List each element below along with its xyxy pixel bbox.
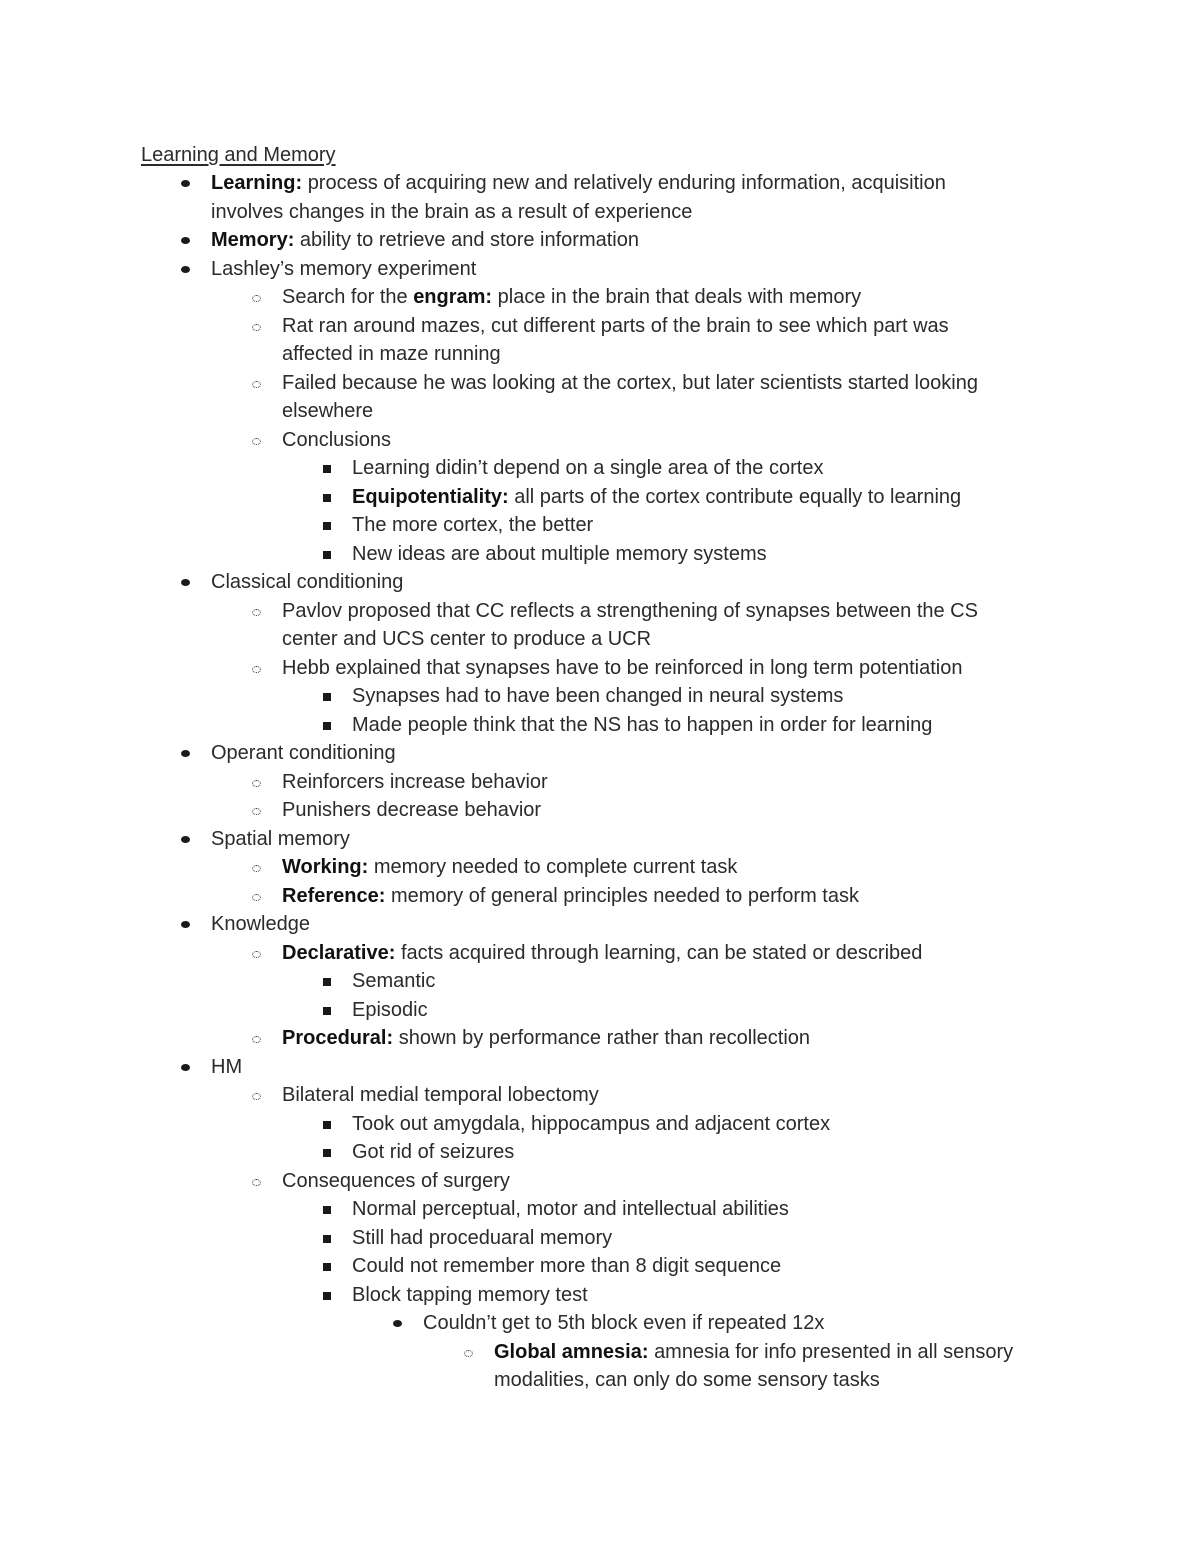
list-item [0, 939, 1200, 968]
list-item [0, 426, 1200, 455]
list-item-text [282, 283, 861, 312]
list-item [0, 1167, 1200, 1196]
list-item-text [282, 312, 949, 341]
list-item-text [282, 426, 391, 455]
list-item-body: Bilateral medial temporal lobectomy [282, 1084, 599, 1106]
list-item-line [0, 1110, 1200, 1139]
list-item-text [282, 1167, 510, 1196]
list-item-text [211, 739, 396, 768]
term-label: Declarative: [282, 941, 396, 964]
list-item-text [423, 1309, 824, 1338]
list-item [0, 597, 1200, 654]
list-item-line [0, 1252, 1200, 1281]
list-item [0, 967, 1200, 996]
list-item [0, 853, 1200, 882]
list-item-line [0, 910, 1200, 939]
list-item [0, 1138, 1200, 1167]
list-item-body: Made people think that the NS has to happen in order for learning [352, 713, 933, 736]
list-item-text [211, 1053, 242, 1082]
list-item-line [0, 711, 1200, 740]
list-item-text [282, 397, 373, 426]
list-item-line [0, 682, 1200, 711]
list-item-line [0, 369, 1200, 398]
list-item-line [0, 825, 1200, 854]
list-item-body: facts acquired through learning, can be stated or described [400, 941, 923, 964]
list-item-body: Semantic [352, 970, 436, 992]
list-item [0, 1281, 1200, 1310]
list-item-body: amnesia for info presented in all sensory [654, 1340, 1014, 1363]
list-item [0, 1309, 1200, 1338]
list-item-text [282, 1081, 599, 1110]
list-item-text [352, 1252, 781, 1281]
list-item-continuation [0, 397, 1200, 426]
list-item-line [0, 1167, 1200, 1196]
list-item [0, 1252, 1200, 1281]
list-item-body: Couldn’t get to 5th block even if repeated 12x [423, 1312, 825, 1334]
list-item [0, 483, 1200, 512]
list-item-text [282, 654, 962, 683]
list-item-text [211, 255, 476, 284]
list-item-continuation [0, 198, 1200, 227]
list-item [0, 1110, 1200, 1139]
list-item-line [0, 597, 1200, 626]
list-item [0, 825, 1200, 854]
list-item-body: HM [211, 1055, 243, 1078]
list-item-line [0, 169, 1200, 198]
list-item-line [0, 796, 1200, 825]
list-item-line [0, 255, 1200, 284]
list-item-body: New ideas are about multiple memory systems [352, 542, 767, 565]
list-item-line [0, 739, 1200, 768]
list-item-text [282, 853, 737, 882]
list-item-text [211, 226, 639, 255]
list-item-body: involves changes in the brain as a result of experience [211, 200, 693, 223]
list-item-line [0, 1195, 1200, 1224]
list-item-text [282, 369, 978, 398]
list-item-text [211, 910, 310, 939]
list-item [0, 711, 1200, 740]
list-item-text [282, 625, 651, 654]
list-item [0, 312, 1200, 369]
list-item-line [0, 1024, 1200, 1053]
list-item [0, 1338, 1200, 1395]
list-item-line [0, 853, 1200, 882]
list-item-line [0, 768, 1200, 797]
list-item-body: center and UCS center to produce a UCR [282, 628, 652, 650]
list-item-body: Episodic [352, 998, 428, 1021]
list-item-body: memory needed to complete current task [373, 856, 738, 878]
term-label: Learning: [211, 172, 303, 194]
list-item-text [494, 1338, 1013, 1367]
list-item-text [282, 1024, 810, 1053]
list-item-body: Could not remember more than 8 digit sequence [352, 1255, 782, 1277]
list-item-line [0, 312, 1200, 341]
list-item-body: Block tapping memory test [352, 1283, 588, 1306]
term-label: engram: [413, 286, 493, 308]
list-item-line [0, 511, 1200, 540]
list-item-body: Took out amygdala, hippocampus and adjacent cortex [352, 1112, 831, 1135]
list-item-text [282, 340, 501, 369]
list-item [0, 882, 1200, 911]
term-label: Equipotentiality: [352, 485, 509, 508]
list-item-body: place in the brain that deals with memory [497, 286, 862, 308]
list-item-text [211, 198, 692, 227]
list-item-text [352, 1138, 514, 1167]
list-item [0, 169, 1200, 226]
list-item-body: Consequences of surgery [282, 1169, 510, 1192]
list-item-body: ability to retrieve and store information [299, 229, 639, 251]
list-item-text [211, 568, 403, 597]
list-item [0, 682, 1200, 711]
list-item [0, 1081, 1200, 1110]
list-item-body: all parts of the cortex contribute equally to learning [514, 485, 962, 508]
list-item [0, 255, 1200, 284]
list-item-body: Pavlov proposed that CC reflects a strengthening of synapses between the CS [282, 599, 978, 622]
list-item-text [282, 939, 922, 968]
list-item-body: Operant conditioning [211, 742, 396, 764]
page-title: Learning and Memory [141, 144, 336, 166]
list-item-line [0, 1338, 1200, 1367]
list-item-body: Classical conditioning [211, 571, 404, 593]
list-item-body: Punishers decrease behavior [282, 799, 542, 821]
list-item [0, 540, 1200, 569]
list-item-body: modalities, can only do some sensory tasks [494, 1369, 880, 1391]
list-item-text [494, 1366, 880, 1395]
list-item-line [0, 967, 1200, 996]
list-item [0, 511, 1200, 540]
list-item-text [352, 996, 428, 1025]
list-item-text [352, 454, 823, 483]
term-label: Memory: [211, 229, 295, 251]
list-item-line [0, 1281, 1200, 1310]
list-item-continuation [0, 1366, 1200, 1395]
list-item [0, 654, 1200, 683]
list-item-body: Still had proceduaral memory [352, 1226, 613, 1249]
list-item-body: Normal perceptual, motor and intellectual abilities [352, 1198, 789, 1220]
list-item-text [211, 169, 946, 198]
list-item-body: process of acquiring new and relatively enduring information, acquisition [307, 172, 946, 194]
list-item-line [0, 1138, 1200, 1167]
list-item-body: Hebb explained that synapses have to be reinforced in long term potentiation [282, 656, 963, 679]
term-label: Working: [282, 856, 369, 878]
list-item-line [0, 426, 1200, 455]
list-item-text [282, 768, 548, 797]
list-item-line [0, 939, 1200, 968]
list-item-text [282, 597, 978, 626]
list-item-line [0, 1053, 1200, 1082]
list-item [0, 796, 1200, 825]
list-item-line [0, 1224, 1200, 1253]
list-item [0, 283, 1200, 312]
list-item-body: shown by performance rather than recollection [398, 1027, 811, 1049]
list-item-line [0, 882, 1200, 911]
list-item-text [352, 1110, 830, 1139]
list-item [0, 1195, 1200, 1224]
list-item-text [352, 1281, 588, 1310]
list-item [0, 454, 1200, 483]
list-item-body: affected in maze running [282, 343, 501, 365]
bullet-outline [0, 169, 1200, 1395]
list-item-line [0, 226, 1200, 255]
term-label: Procedural: [282, 1027, 394, 1049]
list-item-body: Got rid of seizures [352, 1141, 515, 1163]
term-label: Reference: [282, 884, 386, 907]
list-item-line [0, 454, 1200, 483]
list-item-text [352, 967, 435, 996]
term-label: Global amnesia: [494, 1340, 649, 1363]
list-item-body: Learning didin’t depend on a single area of the cortex [352, 457, 824, 479]
list-item-text [352, 1195, 789, 1224]
list-item-body: Conclusions [282, 428, 391, 451]
list-item [0, 226, 1200, 255]
list-item [0, 369, 1200, 426]
list-item-body: Lashley’s memory experiment [211, 257, 477, 280]
list-item-line [0, 483, 1200, 512]
list-item [0, 996, 1200, 1025]
list-item-line [0, 1081, 1200, 1110]
list-item-body: memory of general principles needed to perform task [390, 884, 859, 907]
list-item-text [352, 540, 767, 569]
list-item [0, 768, 1200, 797]
list-item-body: The more cortex, the better [352, 514, 594, 536]
list-item-continuation [0, 625, 1200, 654]
list-item-text [282, 882, 859, 911]
list-item-body: Spatial memory [211, 827, 350, 850]
list-item-body: Failed because he was looking at the cortex, but later scientists started looking [282, 371, 978, 394]
list-item-body: Reinforcers increase behavior [282, 770, 548, 793]
list-item-text [352, 483, 961, 512]
list-item [0, 1053, 1200, 1082]
list-item-text [352, 511, 593, 540]
list-item-text [352, 682, 843, 711]
list-item-text [352, 711, 932, 740]
list-item-text [282, 796, 541, 825]
list-item [0, 910, 1200, 939]
list-item-text [211, 825, 350, 854]
list-item [0, 568, 1200, 597]
list-item-line [0, 283, 1200, 312]
list-item [0, 1224, 1200, 1253]
list-item-line [0, 1309, 1200, 1338]
list-item-line [0, 654, 1200, 683]
list-item-body: Synapses had to have been changed in neural systems [352, 685, 844, 707]
list-item [0, 1024, 1200, 1053]
list-item [0, 739, 1200, 768]
list-item-body: Rat ran around mazes, cut different parts of the brain to see which part was [282, 314, 949, 337]
list-item-text [352, 1224, 612, 1253]
list-item-body: Knowledge [211, 913, 310, 935]
list-item-line [0, 996, 1200, 1025]
term-prefix: Search for the [282, 286, 408, 308]
list-item-body: elsewhere [282, 400, 374, 422]
list-item-line [0, 540, 1200, 569]
list-item-continuation [0, 340, 1200, 369]
list-item-line [0, 568, 1200, 597]
